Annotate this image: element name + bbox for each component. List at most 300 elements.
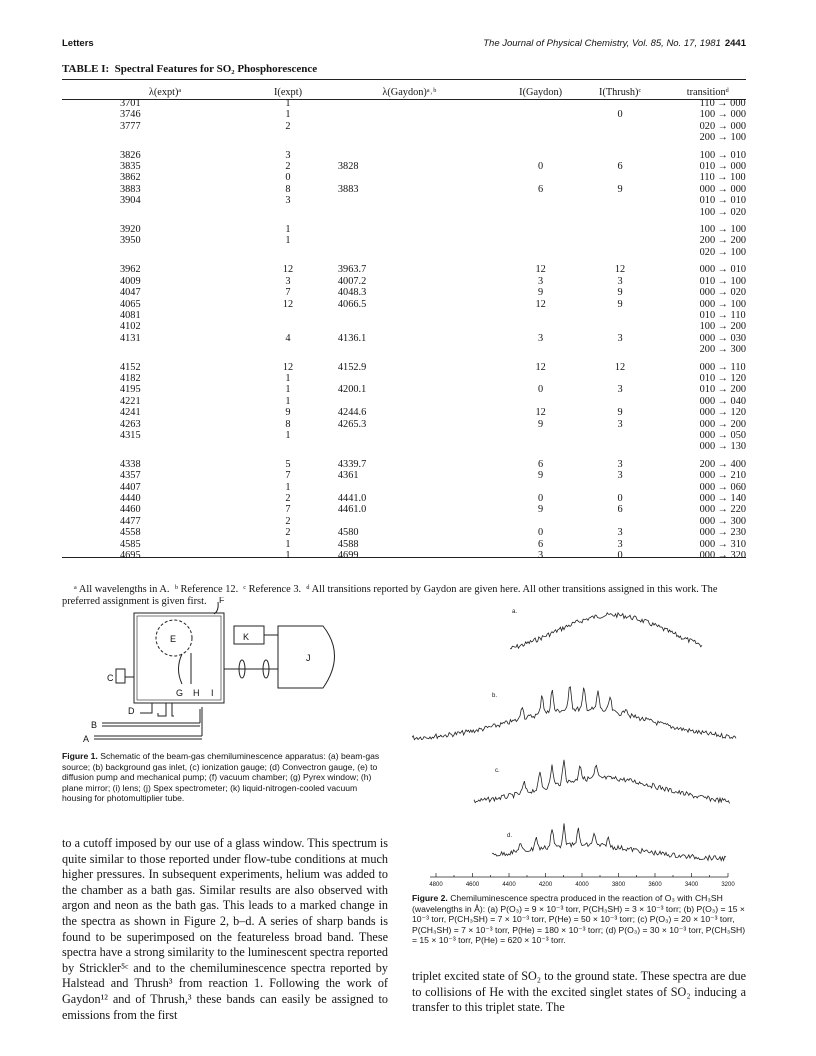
cell-i-gaydon	[511, 247, 571, 258]
cell-transition: 010 → 200	[699, 384, 746, 396]
cell-i-thrush: 0	[617, 493, 623, 504]
panel-label-d: d.	[507, 833, 513, 839]
cell-lambda-expt: 4131	[120, 332, 141, 344]
cell-transition: 010 → 010	[699, 195, 746, 207]
table-row	[62, 550, 746, 561]
table-row	[62, 310, 746, 321]
cell-i-gaydon: 9	[538, 287, 544, 299]
table-row	[62, 504, 746, 515]
cell-i-gaydon: 6	[538, 458, 544, 470]
cell-i-thrush: 6	[617, 161, 623, 173]
tick-label: 4400	[502, 882, 516, 888]
cell-i-expt: 3	[285, 149, 291, 161]
cell-i-thrush	[570, 207, 669, 218]
cell-i-thrush: 6	[617, 504, 623, 516]
cell-lambda-gaydon	[308, 235, 511, 246]
table-top-rule	[62, 79, 746, 80]
cell-i-expt	[268, 310, 308, 321]
cell-i-gaydon	[511, 132, 571, 143]
table-row	[62, 195, 746, 206]
cell-transition: 200 → 100	[699, 132, 746, 144]
cell-i-thrush: 9	[617, 287, 623, 299]
cell-i-expt: 4	[285, 332, 291, 344]
cell-lambda-gaydon: 4265.3	[337, 418, 367, 430]
cell-i-thrush: 3	[617, 470, 623, 482]
table-row	[62, 299, 746, 310]
cell-i-expt: 3	[285, 195, 291, 207]
cell-transition: 010 → 110	[699, 309, 746, 321]
cell-lambda-expt: 4357	[120, 470, 141, 482]
panel-label-b: b.	[492, 693, 498, 699]
cell-i-thrush	[570, 218, 669, 235]
cell-i-gaydon	[511, 121, 571, 132]
cell-transition: 100 → 000	[699, 109, 746, 121]
cell-lambda-expt	[62, 247, 268, 258]
cell-lambda-gaydon	[308, 396, 511, 407]
cell-lambda-expt: 3826	[120, 149, 141, 161]
panel-label-a: a.	[512, 609, 518, 615]
table-header-row	[62, 82, 746, 98]
cell-lambda-expt: 4263	[120, 418, 141, 430]
cell-lambda-expt: 4221	[120, 395, 141, 407]
cell-i-gaydon: 9	[538, 504, 544, 516]
cell-lambda-gaydon	[308, 321, 511, 332]
cell-i-thrush	[570, 396, 669, 407]
col-header-i-expt: I(expt)	[273, 87, 302, 98]
cell-i-expt: 1	[285, 429, 291, 441]
cell-i-gaydon	[511, 430, 571, 441]
table-row	[62, 430, 746, 441]
cell-lambda-gaydon	[308, 247, 511, 258]
cell-transition: 100 → 020	[699, 206, 746, 218]
cell-i-expt	[268, 247, 308, 258]
cell-i-gaydon: 0	[538, 161, 544, 173]
cell-lambda-gaydon: 3828	[337, 161, 359, 173]
cell-i-thrush: 0	[617, 109, 623, 121]
cell-transition: 010 → 100	[699, 275, 746, 287]
cell-transition: 000 → 030	[699, 332, 746, 344]
table-title: Spectral Features for SO₂ Phosphorescence	[114, 63, 318, 75]
cell-transition: 000 → 000	[699, 183, 746, 195]
cell-i-thrush	[570, 247, 669, 258]
cell-transition: 100 → 100	[699, 224, 746, 236]
cell-i-gaydon: 6	[538, 538, 544, 550]
running-header	[62, 38, 746, 52]
panel-label-c: c.	[495, 768, 500, 774]
cell-transition: 000 → 220	[699, 504, 746, 516]
journal-citation	[483, 38, 746, 49]
cell-i-gaydon: 0	[538, 493, 544, 504]
cell-transition: 020 → 100	[699, 246, 746, 258]
cell-i-gaydon: 9	[538, 418, 544, 430]
cell-lambda-expt	[62, 207, 268, 218]
cell-lambda-expt: 3777	[120, 120, 141, 132]
cell-i-expt: 8	[285, 183, 291, 195]
cell-i-gaydon	[511, 172, 571, 183]
cell-transition: 100 → 010	[699, 149, 746, 161]
cell-i-expt: 3	[285, 275, 291, 287]
cell-lambda-expt: 4182	[120, 372, 141, 384]
cell-transition: 100 → 200	[699, 321, 746, 333]
table-row	[62, 384, 746, 395]
table-row	[62, 161, 746, 172]
apparatus-schematic	[78, 597, 378, 747]
cell-lambda-gaydon: 4361	[337, 470, 359, 482]
cell-transition: 110 → 100	[699, 172, 746, 184]
cell-i-thrush	[570, 321, 669, 332]
cell-i-thrush	[570, 482, 669, 493]
figure2-caption-text: Chemiluminescence spectra produced in the reaction of O₃ with CH₃SH (wavelengths in Å): (a) P(O₃) = 9 × 10⁻³ torr, P(CH₃SH) = 3 × 10⁻³ torr; (b) P(O₃) = 15 × 10⁻³ torr, P(CH₃SH) = 7 × 10⁻³ torr, P(He) = 50 × 10⁻³ torr; (c) P(O₃) = 20 × 10⁻³ torr, P(CH₃SH) = 7 × 10⁻³ torr, P(He) = 180 × 10⁻³ torr; (d) P(O₃) = 30 × 10⁻³ torr, P(CH₃SH) = 15 × 10⁻³ torr, P(He) = 620 × 10⁻³ torr.	[412, 893, 746, 946]
table-row	[62, 539, 746, 550]
cell-lambda-expt	[62, 132, 268, 143]
cell-i-thrush	[570, 144, 669, 161]
cell-i-expt: 1	[285, 372, 291, 384]
cell-lambda-expt: 4477	[120, 515, 141, 527]
cell-transition: 000 → 230	[699, 527, 746, 539]
cell-lambda-expt: 3883	[120, 183, 141, 195]
cell-transition: 010 → 000	[699, 161, 746, 173]
cell-i-expt: 7	[285, 504, 291, 516]
cell-i-thrush	[570, 441, 669, 452]
cell-i-expt	[268, 441, 308, 452]
spectrum-trace-b	[412, 687, 736, 740]
cell-i-thrush: 3	[617, 275, 623, 287]
cell-i-gaydon	[511, 344, 571, 355]
cell-lambda-gaydon	[308, 430, 511, 441]
table-row	[62, 470, 746, 481]
label-e: E	[170, 634, 177, 644]
cell-transition: 000 → 140	[699, 493, 746, 504]
cell-transition: 000 → 320	[699, 550, 746, 562]
cell-i-expt: 1	[285, 224, 291, 236]
cell-transition: 000 → 110	[699, 361, 746, 373]
cell-i-thrush	[570, 98, 669, 109]
cell-lambda-expt: 4102	[120, 321, 141, 333]
cell-i-gaydon	[511, 482, 571, 493]
table-row	[62, 132, 746, 143]
cell-i-gaydon	[511, 144, 571, 161]
table-row	[62, 144, 746, 161]
convectron-d	[140, 703, 152, 713]
cell-lambda-gaydon: 4588	[337, 538, 359, 550]
table-row	[62, 321, 746, 332]
label-c: C	[107, 673, 114, 683]
cell-lambda-expt: 4195	[120, 384, 141, 396]
table-row	[62, 121, 746, 132]
label-h: H	[193, 688, 200, 698]
cell-lambda-expt: 4009	[120, 275, 141, 287]
cell-lambda-expt: 3962	[120, 264, 141, 276]
cell-i-expt: 1	[285, 481, 291, 493]
window-g	[179, 654, 183, 684]
cell-lambda-expt: 4440	[120, 493, 141, 504]
col-header-i-gaydon: I(Gaydon)	[519, 87, 563, 98]
cell-i-thrush	[570, 235, 669, 246]
cell-transition: 000 → 050	[699, 429, 746, 441]
cell-transition: 000 → 020	[699, 287, 746, 299]
cell-transition: 000 → 010	[699, 264, 746, 276]
cell-lambda-expt	[62, 441, 268, 452]
cell-i-thrush	[570, 121, 669, 132]
cell-i-thrush	[570, 373, 669, 384]
figure2-caption-label: Figure 2.	[412, 893, 448, 903]
cell-lambda-gaydon	[308, 98, 511, 109]
cell-lambda-gaydon: 4136.1	[337, 332, 367, 344]
cell-i-expt: 7	[285, 470, 291, 482]
cell-lambda-expt: 4047	[120, 287, 141, 299]
cell-i-gaydon	[511, 207, 571, 218]
cell-i-gaydon	[511, 109, 571, 120]
figure2-caption	[412, 893, 746, 946]
section-label: Letters	[62, 38, 94, 49]
label-a: A	[83, 734, 90, 744]
cell-i-expt: 2	[285, 120, 291, 132]
table-row	[62, 396, 746, 407]
cell-lambda-gaydon	[308, 172, 511, 183]
label-k: K	[243, 632, 250, 642]
col-header-lambda-gaydon: λ(Gaydon)ᵃ˒ᵇ	[382, 87, 437, 98]
cell-lambda-gaydon: 4007.2	[337, 275, 367, 287]
cell-i-thrush	[570, 172, 669, 183]
cell-i-expt: 8	[285, 418, 291, 430]
table-row	[62, 493, 746, 504]
cell-i-gaydon	[511, 218, 571, 235]
cell-lambda-expt: 3950	[120, 235, 141, 247]
table-label: TABLE I:	[62, 63, 110, 75]
table-caption	[62, 63, 317, 75]
cell-lambda-gaydon	[308, 344, 511, 355]
spectrum-trace-d	[492, 823, 726, 860]
cell-lambda-gaydon: 4152.9	[337, 361, 367, 373]
cell-i-thrush: 3	[617, 384, 623, 396]
cell-lambda-expt: 3746	[120, 109, 141, 121]
cell-i-thrush: 3	[617, 332, 623, 344]
cell-i-expt: 12	[282, 298, 294, 310]
cell-i-expt	[268, 321, 308, 332]
cell-lambda-expt: 3904	[120, 195, 141, 207]
leader-f	[214, 602, 218, 614]
cell-transition: 010 → 120	[699, 372, 746, 384]
cell-lambda-expt: 3920	[120, 224, 141, 236]
cell-i-thrush: 9	[617, 298, 623, 310]
cell-i-thrush	[570, 344, 669, 355]
table-row	[62, 516, 746, 527]
table-row	[62, 172, 746, 183]
cell-lambda-expt: 4338	[120, 458, 141, 470]
label-d: D	[128, 706, 135, 716]
cell-i-expt	[268, 132, 308, 143]
table-row	[62, 356, 746, 373]
tick-label: 4000	[575, 882, 589, 888]
tick-label: 3200	[721, 882, 735, 888]
cell-i-thrush: 9	[617, 407, 623, 419]
cell-i-gaydon	[511, 235, 571, 246]
table-row	[62, 207, 746, 218]
cell-i-gaydon	[511, 310, 571, 321]
label-j: J	[306, 653, 311, 663]
tick-label: 4200	[538, 882, 553, 888]
cell-transition: 000 → 130	[699, 441, 746, 453]
cell-lambda-expt: 4407	[120, 481, 141, 493]
cell-i-gaydon: 12	[535, 264, 546, 276]
cell-i-thrush	[570, 195, 669, 206]
cell-i-gaydon: 0	[538, 384, 544, 396]
cell-i-gaydon: 12	[535, 407, 546, 419]
cell-lambda-expt: 4241	[120, 407, 141, 419]
cell-lambda-gaydon	[308, 373, 511, 384]
cell-lambda-expt: 4065	[120, 298, 141, 310]
label-b: B	[91, 720, 98, 730]
footnote-a: ᵃ All wavelengths in A.	[74, 584, 170, 595]
cell-lambda-expt: 4152	[120, 361, 141, 373]
label-g: G	[176, 688, 184, 698]
table-row	[62, 287, 746, 298]
ionization-gauge-c	[116, 669, 134, 683]
cell-i-thrush: 3	[617, 538, 623, 550]
tick-label: 3400	[684, 882, 699, 888]
table-row	[62, 482, 746, 493]
cell-lambda-gaydon	[308, 441, 511, 452]
cell-i-expt: 2	[285, 493, 291, 504]
cell-i-expt: 12	[282, 264, 294, 276]
cell-lambda-gaydon: 4066.5	[337, 298, 367, 310]
cell-lambda-gaydon	[308, 195, 511, 206]
table-row	[62, 98, 746, 109]
cell-lambda-gaydon	[308, 482, 511, 493]
cell-transition: 000 → 310	[699, 538, 746, 550]
cell-i-thrush: 12	[614, 361, 626, 373]
cell-lambda-gaydon: 4048.3	[337, 287, 367, 299]
cell-i-expt: 7	[285, 287, 291, 299]
cell-i-expt: 1	[285, 550, 291, 562]
cell-lambda-expt: 4315	[120, 429, 141, 441]
table-row	[62, 407, 746, 418]
cell-i-expt: 2	[285, 161, 291, 173]
cell-lambda-expt: 4558	[120, 527, 141, 539]
page-number: 2441	[724, 38, 746, 49]
cell-lambda-expt: 4081	[120, 309, 141, 321]
label-f: F	[219, 597, 225, 605]
cell-transition: 200 → 300	[699, 344, 746, 356]
cell-lambda-gaydon: 4200.1	[337, 384, 367, 396]
footnote-c: ᶜ Reference 3.	[243, 584, 302, 595]
spectrum-trace-a	[510, 613, 702, 649]
cell-transition: 020 → 000	[699, 120, 746, 132]
table-row	[62, 109, 746, 120]
cell-lambda-gaydon: 3883	[337, 183, 359, 195]
tick-label: 3600	[648, 882, 662, 888]
cell-i-thrush	[570, 430, 669, 441]
cell-i-expt	[268, 344, 308, 355]
col-header-i-thrush: I(Thrush)ᶜ	[599, 87, 642, 98]
cell-i-gaydon	[511, 441, 571, 452]
cell-i-gaydon: 6	[538, 183, 544, 195]
cell-i-expt: 1	[285, 395, 291, 407]
cell-lambda-expt: 3862	[120, 172, 141, 184]
table-row	[62, 373, 746, 384]
cell-lambda-expt: 4585	[120, 538, 141, 550]
cell-transition: 000 → 060	[699, 481, 746, 493]
cell-i-thrush: 3	[617, 527, 623, 539]
cell-i-expt: 1	[285, 538, 291, 550]
cell-transition: 000 → 300	[699, 515, 746, 527]
cell-transition: 200 → 200	[699, 235, 746, 247]
cell-i-gaydon	[511, 396, 571, 407]
table-row	[62, 276, 746, 287]
cell-transition: 000 → 120	[699, 407, 746, 419]
cell-i-thrush: 9	[617, 183, 623, 195]
table-row	[62, 527, 746, 538]
table-row	[62, 247, 746, 258]
cell-i-gaydon	[511, 195, 571, 206]
cell-lambda-gaydon: 4441.0	[337, 493, 367, 504]
cell-lambda-gaydon	[308, 207, 511, 218]
cell-transition: 200 → 400	[699, 458, 746, 470]
cell-i-gaydon: 12	[535, 361, 546, 373]
cell-lambda-gaydon	[308, 310, 511, 321]
cell-i-thrush	[570, 132, 669, 143]
cell-lambda-expt	[62, 344, 268, 355]
cell-lambda-expt: 3701	[120, 98, 141, 109]
cell-lambda-expt: 4460	[120, 504, 141, 516]
footnote-b: ᵇ Reference 12.	[174, 584, 239, 595]
cell-lambda-gaydon: 4339.7	[337, 458, 367, 470]
cell-i-gaydon	[511, 98, 571, 109]
cell-i-thrush	[570, 516, 669, 527]
cell-i-expt: 0	[285, 172, 291, 184]
cell-i-expt: 12	[282, 361, 294, 373]
cell-i-gaydon: 3	[538, 550, 544, 562]
cell-i-gaydon	[511, 516, 571, 527]
label-i: I	[211, 688, 214, 698]
figure1-caption	[62, 751, 388, 804]
spectral-table	[62, 82, 746, 561]
col-header-transition: transitionᵈ	[686, 87, 729, 98]
body-text-left: to a cutoff imposed by our use of a glass window. This spectrum is quite similar to those reported under flow-tube conditions at much higher pressures. In subsequent experiments, helium was added to the chamber as a bath gas. Similar results are also observed with argon and neon as the bath gas. This leads to a marked change in the spectra as shown in Figure 2, b–d. A series of sharp bands is found to be superimposed on the featureless broad band. These spectra have a strong similarity to the luminescent spectra reported by Strickler⁵ᶜ and to the chemiluminescence spectra reported by Halstead and Thrush³ from reaction 1. Following the work of Gaydon¹² and of Thrush,³ these bands can easily be assigned to emissions from the first	[62, 836, 388, 1022]
cell-i-thrush: 3	[617, 458, 623, 470]
cell-i-thrush: 3	[617, 418, 623, 430]
table-row	[62, 184, 746, 195]
cell-lambda-gaydon	[308, 218, 511, 235]
cell-i-gaydon: 12	[535, 298, 546, 310]
cell-lambda-gaydon	[308, 121, 511, 132]
figure1-caption-text: Schematic of the beam-gas chemiluminescence apparatus: (a) beam-gas source; (b) background gas inlet, (c) ionization gauge; (d) Convectron gauge, (e) to diffusion pump and mechanical pump; (f) vacuum chamber; (g) Pyrex window; (h) plane mirror; (i) lens; (j) Spex spectrometer; (k) liquid-nitrogen-cooled vacuum housing for photomultiplier tube.	[62, 751, 380, 804]
cell-i-expt	[268, 207, 308, 218]
cell-i-gaydon	[511, 321, 571, 332]
cell-i-thrush	[570, 310, 669, 321]
cell-i-gaydon: 3	[538, 275, 544, 287]
cell-i-thrush: 12	[614, 264, 626, 276]
cell-transition: 000 → 040	[699, 395, 746, 407]
cell-transition: 000 → 200	[699, 418, 746, 430]
cell-i-expt: 1	[285, 235, 291, 247]
cell-i-expt: 1	[285, 384, 291, 396]
cell-lambda-expt: 4695	[120, 550, 141, 562]
figure1-caption-label: Figure 1.	[62, 751, 98, 761]
tick-label: 4600	[465, 882, 480, 888]
body-text-right: triplet excited state of SO₂ to the ground state. These spectra are due to collisions of He with the excited singlet states of SO₂ inducing a transfer to this triplet state. The	[412, 969, 746, 1015]
cell-i-gaydon: 3	[538, 332, 544, 344]
col-header-lambda-expt: λ(expt)ᵃ	[148, 87, 182, 98]
table-row	[62, 218, 746, 235]
cell-lambda-gaydon: 3963.7	[337, 264, 367, 276]
chemiluminescence-spectra	[412, 597, 746, 889]
cell-i-expt: 2	[285, 515, 291, 527]
cell-i-gaydon	[511, 373, 571, 384]
cell-i-thrush: 0	[617, 550, 623, 562]
cell-lambda-gaydon	[308, 132, 511, 143]
cell-transition: 110 → 000	[699, 98, 746, 109]
